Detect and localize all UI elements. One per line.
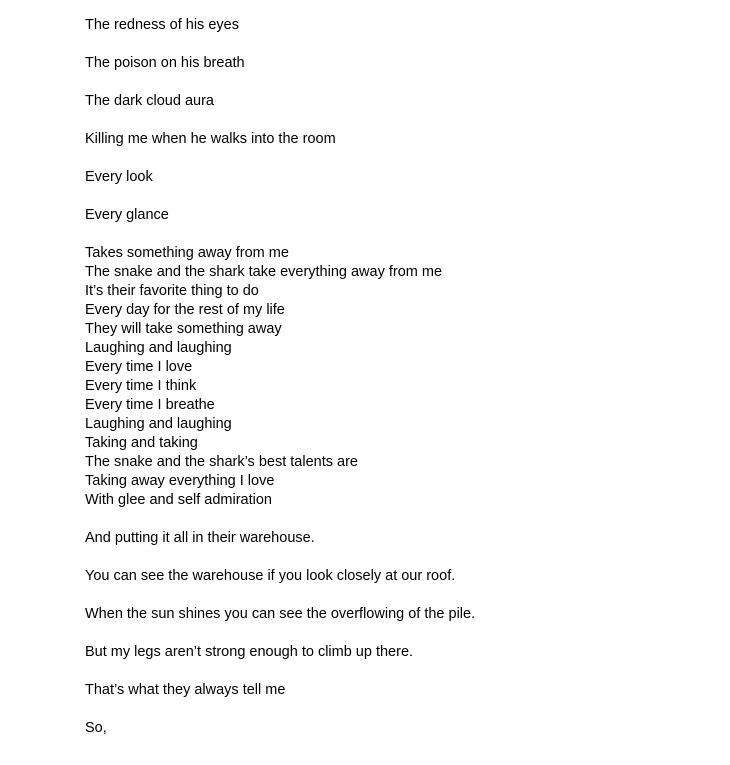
poem-line: And putting it all in their warehouse. [85, 530, 315, 546]
stanza [85, 643, 705, 662]
poem-line: Laughing and laughing [85, 416, 232, 432]
stanza-gap [85, 149, 705, 168]
stanza-gap [85, 111, 705, 130]
poem-line: Killing me when he walks into the room [85, 131, 336, 147]
poem-line: So, [85, 720, 107, 736]
stanza [85, 681, 705, 700]
stanza-gap [85, 35, 705, 54]
stanza [85, 244, 705, 510]
document-body [85, 16, 705, 738]
stanza [85, 92, 705, 111]
poem-line: That’s what they always tell me [85, 682, 286, 698]
stanza [85, 529, 705, 548]
poem-line: Every day for the rest of my life [85, 302, 285, 318]
stanza [85, 605, 705, 624]
stanza-gap [85, 700, 705, 719]
stanza [85, 130, 705, 149]
stanza-gap [85, 548, 705, 567]
poem-line: Taking and taking [85, 435, 198, 451]
poem-line: Every look [85, 169, 153, 185]
poem-line: But my legs aren’t strong enough to climb up there. [85, 644, 414, 660]
stanza-gap [85, 624, 705, 643]
poem-line: Every time I think [85, 378, 197, 394]
poem-line: Every glance [85, 207, 169, 223]
poem-line: They will take something away [85, 321, 282, 337]
stanza [85, 719, 705, 738]
stanza-gap [85, 510, 705, 529]
poem-line: With glee and self admiration [85, 492, 272, 508]
poem-line: Every time I love [85, 359, 193, 375]
poem-line: The snake and the shark take everything away from me [85, 264, 443, 280]
poem-line: The snake and the shark’s best talents are [85, 454, 358, 470]
stanza [85, 206, 705, 225]
stanza [85, 54, 705, 73]
stanza-gap [85, 662, 705, 681]
stanza-gap [85, 225, 705, 244]
stanza [85, 567, 705, 586]
poem-line: It’s their favorite thing to do [85, 283, 259, 299]
poem-line: The poison on his breath [85, 55, 245, 71]
poem-line: Takes something away from me [85, 245, 289, 261]
stanza-gap [85, 586, 705, 605]
poem-line: The dark cloud aura [85, 93, 214, 109]
poem-line: Every time I breathe [85, 397, 215, 413]
stanza [85, 168, 705, 187]
poem-line: Laughing and laughing [85, 340, 232, 356]
stanza-gap [85, 73, 705, 92]
stanza-gap [85, 187, 705, 206]
poem-line: You can see the warehouse if you look closely at our roof. [85, 568, 456, 584]
stanza [85, 16, 705, 35]
poem-line: Taking away everything I love [85, 473, 275, 489]
poem-line: The redness of his eyes [85, 17, 239, 33]
poem-line: When the sun shines you can see the overflowing of the pile. [85, 606, 476, 622]
